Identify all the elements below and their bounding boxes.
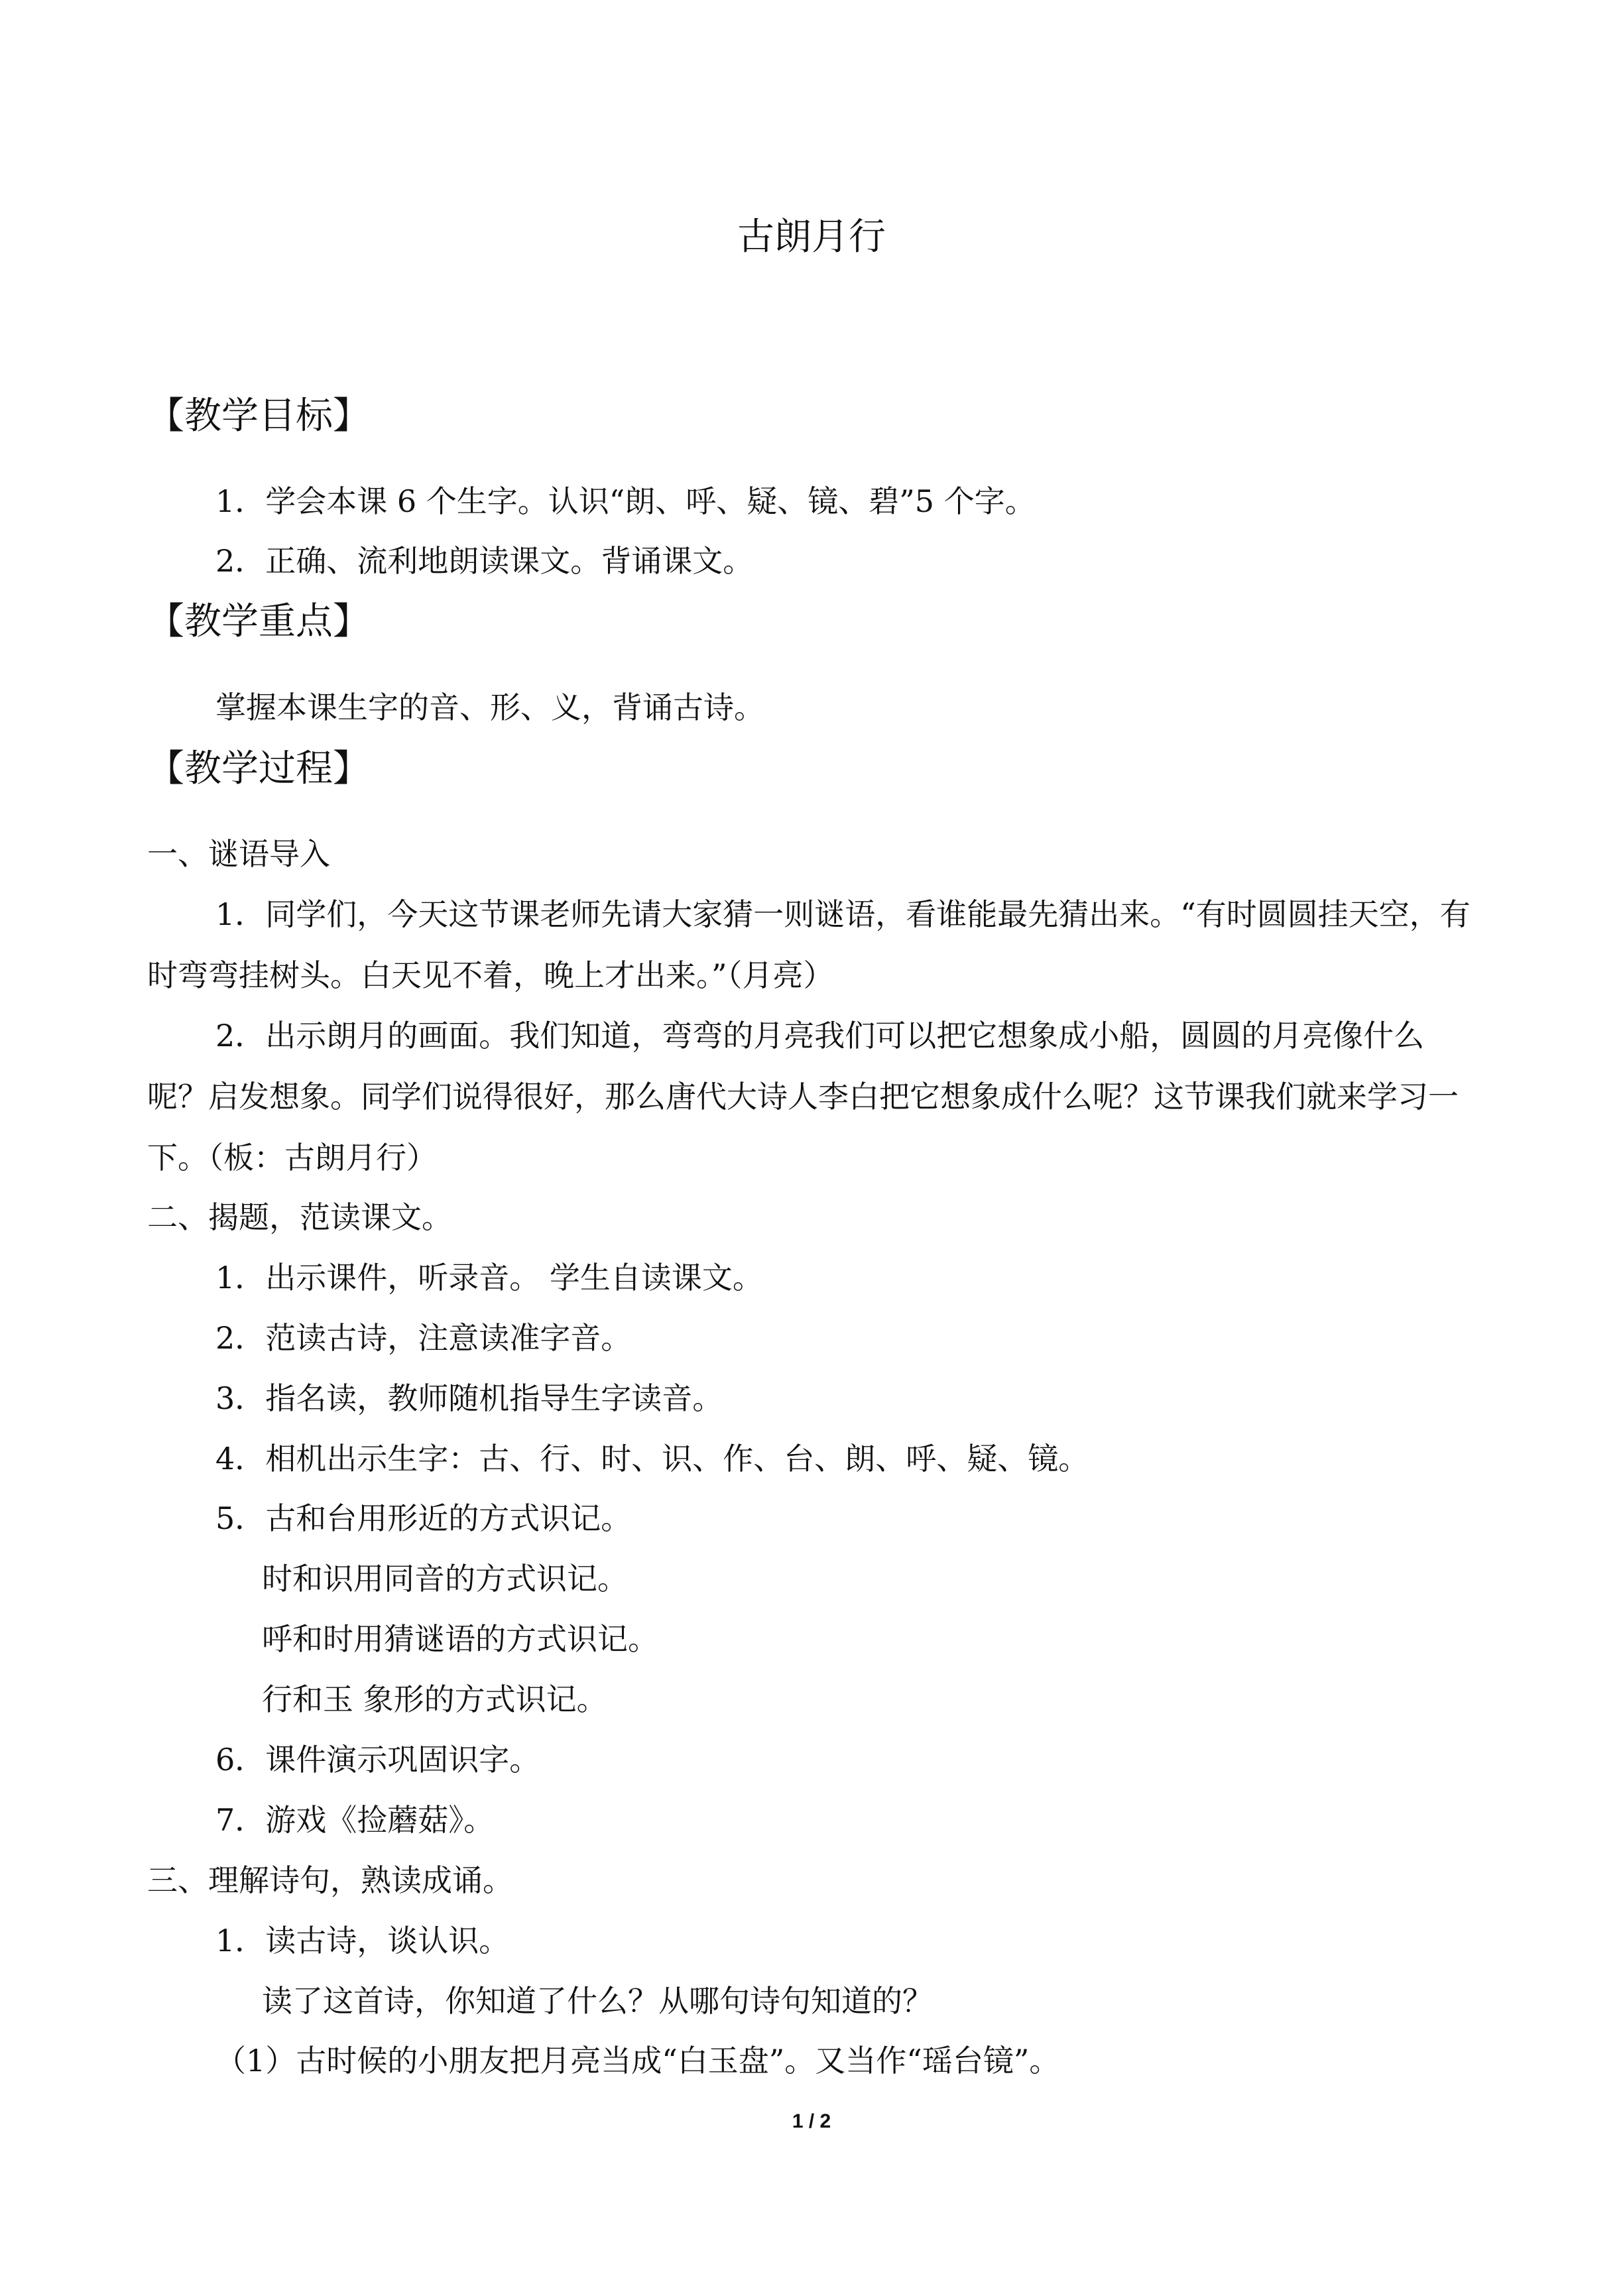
part3-title: 三、理解诗句，熟读成诵。 — [147, 1862, 513, 1898]
part3-item: 1．读古诗，谈认识。 — [215, 1923, 510, 1959]
part2-item: 6．课件演示巩固识字。 — [215, 1742, 540, 1778]
part3-subitem: 读了这首诗，你知道了什么？从哪句诗句知道的？ — [262, 1983, 933, 2019]
part2-item: 4．相机出示生字：古、行、时、识、作、台、朗、呼、疑、镜。 — [215, 1441, 1089, 1477]
process-heading: 【教学过程】 — [147, 747, 370, 790]
part2-title: 二、揭题，范读课文。 — [147, 1199, 452, 1235]
key-points-text: 掌握本课生字的音、形、义，背诵古诗。 — [215, 690, 764, 725]
part2-item: 5．古和台用形近的方式识记。 — [215, 1500, 632, 1536]
part1-title: 一、谜语导入 — [147, 836, 330, 872]
objectives-heading: 【教学目标】 — [147, 394, 370, 438]
part2-item: 1．出示课件，听录音。 学生自读课文。 — [215, 1260, 763, 1296]
part1-paragraph: 2．出示朗月的画面。我们知道，弯弯的月亮我们可以把它想象成小船，圆圆的月亮像什么呢？启发想象。同学们说得很好，那么唐代大诗人李白把它想象成什么呢？这节课我们就来学习一下。（板：古朗月行） — [147, 1018, 1459, 1176]
part2-subitem: 时和识用同音的方式识记。 — [262, 1561, 628, 1597]
page-number: 1 / 2 — [792, 2110, 831, 2132]
key-points-heading: 【教学重点】 — [147, 600, 370, 643]
objective-item: 2．正确、流利地朗读课文。背诵课文。 — [215, 543, 754, 579]
part1-paragraph: 1．同学们，今天这节课老师先请大家猜一则谜语，看谁能最先猜出来。“有时圆圆挂天空，有时弯弯挂树头。白天见不着，晚上才出来。”（月亮） — [147, 896, 1471, 993]
part2-item: 2．范读古诗，注意读准字音。 — [215, 1320, 632, 1356]
part2-subitem: 行和玉 象形的方式识记。 — [262, 1681, 607, 1717]
document-title: 古朗月行 — [737, 215, 886, 259]
part2-item: 7．游戏《捡蘑菇》。 — [215, 1802, 495, 1838]
part3-subitem: （1）古时候的小朋友把月亮当成“白玉盘”。又当作“瑶台镜”。 — [215, 2043, 1060, 2079]
part2-item: 3．指名读，教师随机指导生字读音。 — [215, 1380, 723, 1416]
objective-item: 1．学会本课 6 个生字。认识“朗、呼、疑、镜、碧”5 个字。 — [215, 483, 1036, 519]
part2-subitem: 呼和时用猜谜语的方式识记。 — [262, 1621, 658, 1657]
